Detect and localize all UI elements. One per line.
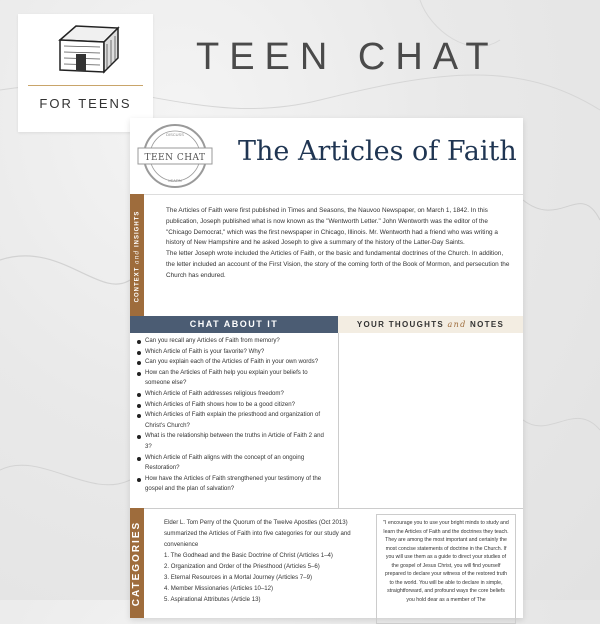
category-item: 5. Aspirational Attributes (Article 13) [164, 595, 261, 603]
context-tab-joiner: and [133, 249, 141, 264]
teen-chat-seal [136, 122, 214, 190]
question-item: Which Article of Faith is your favorite? Why? [136, 347, 332, 358]
brand-title: TEEN CHAT [196, 36, 499, 78]
seal-top-text: DISCUSS [166, 132, 184, 137]
question-item: How can the Articles of Faith help you explain your beliefs to someone else? [136, 368, 332, 389]
category-item: 3. Eternal Resources in a Mortal Journey (Articles 7–9) [164, 573, 313, 581]
category-item: 1. The Godhead and the Basic Doctrine of Christ (Articles 1–4) [164, 552, 333, 560]
tag-label: FOR TEENS [39, 96, 132, 111]
question-item: Can you explain each of the Articles of Faith in your own words? [136, 357, 332, 368]
for-teens-tag [18, 14, 153, 132]
question-item: Which Article of Faith addresses religious freedom? [136, 389, 332, 400]
question-item: What is the relationship between the truths in Article of Faith 2 and 3? [136, 431, 332, 452]
context-insights-tab [130, 194, 144, 318]
worksheet-title: The Articles of Faith [238, 136, 517, 167]
worksheet [130, 118, 523, 618]
question-item: Which Article of Faith aligns with the concept of an ongoing Restoration? [136, 453, 332, 474]
categories-intro: Elder L. Tom Perry of the Quorum of the Twelve Apostles (Oct 2013) summarized the Articles of Faith into five categories for our study and convenience [164, 519, 351, 548]
question-item: Which Articles of Faith shows how to be a good citizen? [136, 400, 332, 411]
section-divider [130, 508, 523, 509]
categories-list [164, 551, 364, 605]
categories-tab [130, 508, 144, 618]
category-item: 4. Member Missionaries (Articles 10–12) [164, 584, 274, 592]
notes-heading-joiner: and [447, 320, 467, 329]
notes-heading-second: NOTES [470, 320, 505, 329]
seal-bottom-text: LEARN [168, 178, 182, 183]
question-item: How have the Articles of Faith strengthened your testimony of the gospel and the plan of salvation? [136, 474, 332, 495]
house-icon [56, 22, 122, 78]
tag-divider [28, 85, 143, 86]
quote-box: "I encourage you to use your bright minds to study and learn the Articles of Faith and the doctrines they teach. They are among the most important and certainly the most concise statements of doctrine in the Church. If you will use them as a guide to direct your studies of the gospel of Jesus Christ, you will find yourself prepared to declare your witness of the restored truth to the world. You will be able to declare in simple, straightforward, and profound ways the core beliefs you hold dear as a member of The [376, 514, 516, 624]
notes-area[interactable] [338, 333, 524, 508]
question-item: Which Articles of Faith explain the priesthood and organization of Christ's Church? [136, 410, 332, 431]
context-paragraph-2: The letter Joseph wrote included the Articles of Faith, or the basic and fundamental doctrines of the Church. In addition, the letter included an account of the First Vision, the story of the coming forth of the Book of Mormon, and persecution the Church has endured. [166, 250, 510, 279]
context-paragraph-1: The Articles of Faith were first published in Times and Seasons, the Nauvoo Newspaper, on March 1, 1842. In this publication, Joseph published what is now known as the "Wentworth Letter." John Wentworth was the editor of the "Chicago Democrat," which was the first newspaper in Chicago, Illinois. Mr. Wentworth had a friend who was writing a history of New Hampshire and he asked Joseph to give a summary of the history of the Latter-Day Saints. [166, 207, 498, 247]
chat-about-it-heading: CHAT ABOUT IT [130, 316, 338, 333]
context-text [166, 206, 510, 282]
seal-text: TEEN CHAT [144, 153, 206, 163]
question-list [136, 336, 332, 495]
category-item: 2. Organization and Order of the Priesthood (Articles 5–6) [164, 563, 320, 571]
context-tab-second: INSIGHTS [134, 210, 141, 247]
categories-text [164, 518, 364, 605]
worksheet-header [130, 118, 523, 195]
context-tab-first: CONTEXT [134, 266, 141, 302]
thoughts-notes-heading [338, 316, 523, 333]
categories-tab-label: CATEGORIES [131, 520, 143, 606]
notes-heading-first: YOUR THOUGHTS [356, 320, 445, 329]
question-item: Can you recall any Articles of Faith from memory? [136, 336, 332, 347]
